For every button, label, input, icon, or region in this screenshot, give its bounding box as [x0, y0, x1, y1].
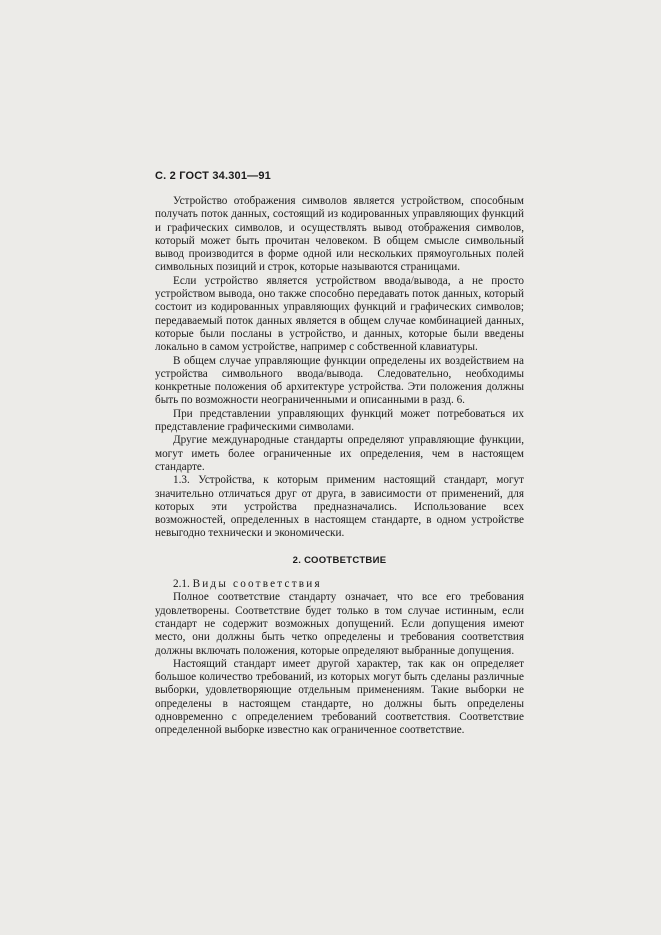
paragraph: Другие международные стандарты определяют управляющие функции, могут иметь более ограниченные их определения, чем в настоящем стандарте.	[155, 434, 524, 473]
subsection-heading	[155, 578, 524, 591]
paragraph: Если устройство является устройством ввода/вывода, а не просто устройством вывода, оно также способно передавать поток данных, который состоит из кодированных управляющих функций и графических символов; передаваемый поток данных является в общем случае комбинацией данных, которые были посланы в устройство, и данных, которые были введены локально в самом устройстве, например с собственной клавиатуры.	[155, 274, 524, 354]
page-header: С. 2 ГОСТ 34.301—91	[155, 170, 272, 182]
section-title: 2. СООТВЕТСТВИЕ	[292, 554, 387, 566]
paragraph: Полное соответствие стандарту означает, что все его требования удовлетворены. Соответствие будет только в том случае истинным, если стандарт не содержит возможных допущений. Если допущения имеют место, они должны быть четко определены и требования соответствия должны включать положения, которые определяют выбранные допущения.	[155, 591, 524, 657]
paragraph: При представлении управляющих функций может потребоваться их представление графическими символами.	[155, 407, 524, 434]
subsection-title: Виды соответствия	[192, 578, 322, 591]
paragraph: Устройство отображения символов является устройством, способным получать поток данных, состоящий из кодированных управляющих функций и графических символов, и осуществлять вывод отображения символов, который может быть прочитан человеком. В общем смысле символьный вывод производится в форме одной или нескольких прямоугольных полей символьных позиций и строк, которые называются страницами.	[155, 195, 524, 274]
subsection-number: 2.1.	[173, 578, 190, 591]
document-body	[155, 195, 524, 738]
paragraph: 1.3. Устройства, к которым применим настоящий стандарт, могут значительно отличаться друг от друга, в зависимости от применений, для которых эти устройства предназначались. Использование всех возможностей, определенных в настоящем стандарте, в одном устройстве невыгодно технически и экономически.	[155, 474, 524, 540]
paragraph: Настоящий стандарт имеет другой характер, так как он определяет большое количество требований, из которых могут быть сделаны различные выборки, удовлетворяющие отдельным применениям. Такие выборки не определены в настоящем стандарте, но должны быть определены одновременно с определением требований соответствия. Соответствие определенной выборке известно как ограниченное соответствие.	[155, 657, 524, 737]
paragraph: В общем случае управляющие функции определены их воздействием на устройства символьного ввода/вывода. Следовательно, необходимы конкретные положения об архитектуре устройства. Эти положения должны быть по возможности неограниченными и описанными в разд. 6.	[155, 354, 524, 407]
